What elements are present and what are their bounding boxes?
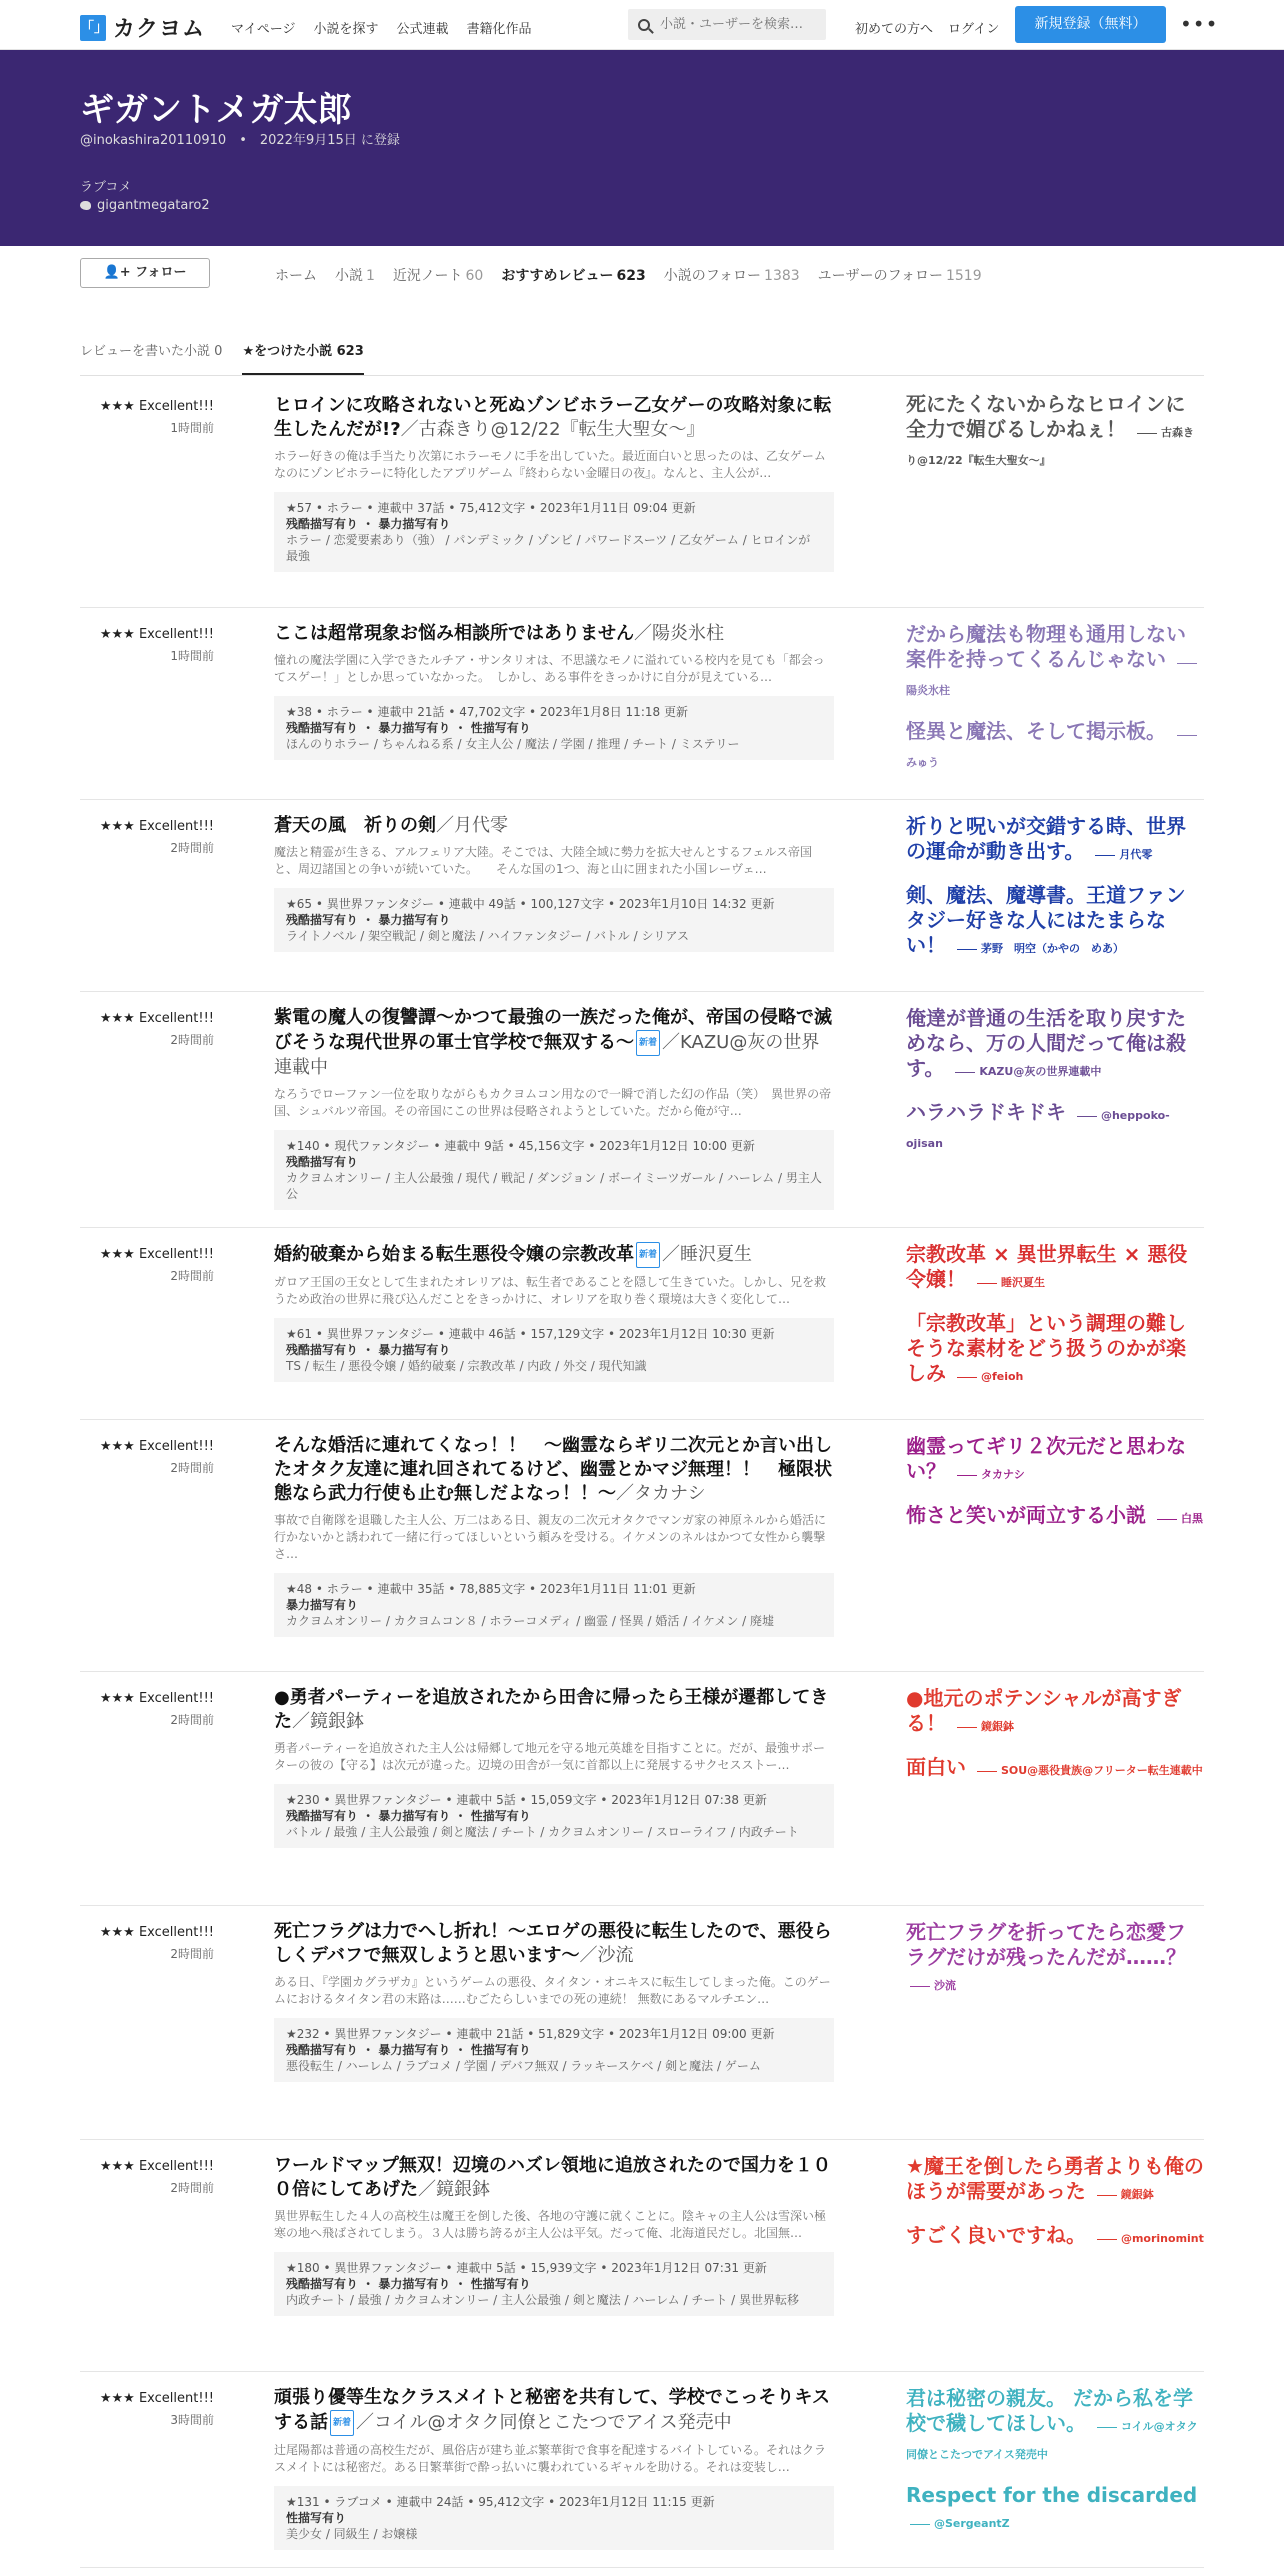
review-catchphrase[interactable] bbox=[906, 1006, 1204, 1084]
tab-label: 近況ノート bbox=[392, 268, 463, 284]
catchphrase-text: 怖さと笑いが両立する小説 bbox=[906, 1503, 1146, 1527]
work-meta: ★38 • ホラー • 連載中 21話 • 47,702文字 • 2023年1月8日 11:18 更新 bbox=[286, 705, 688, 719]
reviewer-name[interactable]: みゅう bbox=[906, 728, 1201, 769]
tab-label: ホーム bbox=[275, 268, 317, 284]
work-card bbox=[274, 1242, 834, 1382]
follow-label: フォロー bbox=[135, 265, 187, 280]
follow-button[interactable]: 👤+ フォロー bbox=[80, 258, 210, 288]
review-time: 1時間前 bbox=[170, 421, 214, 435]
work-title[interactable]: 紫電の魔人の復讐譚～かつて最強の一族だった俺が、帝国の侵略で滅びそうな現代世界の軍士官学校で無双する～ bbox=[274, 1007, 832, 1053]
work-author[interactable]: ／古森きり@12/22『転生大聖女〜』 bbox=[400, 419, 705, 440]
reviewer-name[interactable]: 月代零 bbox=[1091, 848, 1152, 861]
catchphrase-column bbox=[906, 2154, 1204, 2267]
work-title[interactable]: そんな婚活に連れてくなっ！！ ～幽霊ならギリ二次元とか言い出したオタク友達に連れ回されてるけど、幽霊とかマジ無理！！ 極限状態なら武力行使も止む無しだよなっ！！～ bbox=[274, 1435, 832, 1504]
catchphrase-column bbox=[906, 814, 1204, 977]
content-flags: 残酷描写有り ・ 暴力描写有り bbox=[286, 913, 451, 927]
work-title-line[interactable] bbox=[274, 1434, 834, 1506]
work-tags[interactable]: TS / 転生 / 悪役令嬢 / 婚約破棄 / 宗教改革 / 内政 / 外交 / 現代知識 bbox=[286, 1359, 647, 1373]
catchphrase-text: 剣、魔法、魔導書。王道ファンタジー好きな人にはたまらない！ bbox=[906, 883, 1186, 957]
content-flags: 残酷描写有り ・ 暴力描写有り ・ 性描写有り bbox=[286, 721, 531, 735]
work-title[interactable]: ワールドマップ無双！辺境のハズレ領地に追放されたので国力を１００倍にしてあげた bbox=[274, 2155, 831, 2200]
tab-count: 1 bbox=[366, 268, 375, 284]
search-box bbox=[628, 9, 826, 40]
tab-label: おすすめレビュー bbox=[501, 268, 614, 284]
review-catchphrase[interactable] bbox=[906, 2386, 1204, 2467]
work-meta: ★131 • ラブコメ • 連載中 24話 • 95,412文字 • 2023年1月12日 11:15 更新 bbox=[286, 2495, 715, 2509]
review-time: 2時間前 bbox=[170, 1713, 214, 1727]
catchphrase-text: Respect for the discarded bbox=[906, 2483, 1198, 2507]
new-badge: 新着 bbox=[330, 2410, 354, 2436]
reviewer-name[interactable]: KAZU@灰の世界連載中 bbox=[951, 1065, 1101, 1078]
review-catchphrase[interactable] bbox=[906, 1755, 1204, 1783]
reviewer-name[interactable]: @morinomint bbox=[1093, 2232, 1204, 2245]
review-time: 1時間前 bbox=[170, 649, 214, 663]
tab-label: 小説のフォロー bbox=[663, 268, 762, 284]
work-author[interactable]: ／月代零 bbox=[436, 815, 508, 836]
tab-user-follows[interactable] bbox=[818, 265, 982, 285]
content-flags: 残酷描写有り ・ 暴力描写有り bbox=[286, 517, 451, 531]
work-tags[interactable]: 美少女 / 同級生 / お嬢様 bbox=[286, 2527, 418, 2541]
more-menu-icon[interactable]: ••• bbox=[1180, 12, 1219, 36]
star-rating: ★★★ Excellent!!! bbox=[99, 1011, 214, 1026]
catchphrase-text: だから魔法も物理も通用しない案件を持ってくるんじゃない bbox=[906, 622, 1186, 671]
review-row bbox=[80, 2140, 1204, 2372]
catchphrase-column bbox=[906, 622, 1204, 791]
work-info bbox=[274, 696, 834, 760]
work-info bbox=[274, 1784, 834, 1848]
review-time: 2時間前 bbox=[170, 1269, 214, 1283]
twitter-icon bbox=[80, 201, 91, 210]
work-intro: 憧れの魔法学園に入学できたルチア・サンタリオは、不思議なモノに溢れている校内を見ても「都会ってスゲー！」としか思っていなかった。 しかし、ある事件をきっかけに自分が見えている… bbox=[274, 653, 825, 684]
subtab-label: ★をつけた小説 bbox=[242, 344, 333, 359]
review-catchphrase[interactable] bbox=[906, 1242, 1204, 1295]
subtab-count: 0 bbox=[214, 344, 223, 359]
work-title-line[interactable] bbox=[274, 1006, 834, 1080]
work-meta: ★48 • ホラー • 連載中 35話 • 78,885文字 • 2023年1月11日 11:01 更新 bbox=[286, 1582, 696, 1596]
logo-text: カクヨム bbox=[113, 17, 206, 42]
work-author[interactable]: ／コイル@オタク同僚とこたつでアイス発売中 bbox=[356, 2412, 732, 2433]
subtab-label: レビューを書いた小説 bbox=[80, 344, 211, 359]
review-row bbox=[80, 1228, 1204, 1420]
tab-label: ユーザーのフォロー bbox=[817, 268, 943, 284]
work-card bbox=[274, 2154, 834, 2316]
review-catchphrase[interactable] bbox=[906, 392, 1204, 473]
review-row bbox=[80, 1672, 1204, 1906]
review-time: 3時間前 bbox=[170, 2413, 214, 2427]
catchphrase-column bbox=[906, 2386, 1204, 2552]
review-time: 2時間前 bbox=[170, 1033, 214, 1047]
content-flags: 暴力描写有り bbox=[286, 1598, 359, 1612]
reviewer-name[interactable]: @SergeantZ bbox=[906, 2517, 1010, 2530]
tab-reviews[interactable] bbox=[501, 265, 645, 285]
work-card bbox=[274, 814, 834, 952]
star-rating: ★★★ Excellent!!! bbox=[99, 1439, 214, 1454]
work-tags[interactable]: 内政チート / 最強 / カクヨムオンリー / 主人公最強 / 剣と魔法 / ハーレム / チート / 異世界転移 bbox=[286, 2293, 799, 2307]
catchphrase-column bbox=[906, 1434, 1204, 1547]
work-meta: ★230 • 異世界ファンタジー • 連載中 5話 • 15,059文字 • 2023年1月12日 07:38 更新 bbox=[286, 1793, 767, 1807]
work-card bbox=[274, 1006, 834, 1210]
star-rating: ★★★ Excellent!!! bbox=[99, 819, 214, 834]
nav-find-novels[interactable]: 小説を探す bbox=[313, 22, 379, 37]
user-bio: ラブコメ bbox=[80, 180, 132, 195]
work-author[interactable]: ／鏡銀鉢 bbox=[418, 2179, 490, 2200]
review-row bbox=[80, 992, 1204, 1228]
work-tags[interactable]: ライトノベル / 架空戦記 / 剣と魔法 / ハイファンタジー / バトル / シリアス bbox=[286, 929, 690, 943]
review-row bbox=[80, 376, 1204, 608]
work-title-line[interactable] bbox=[274, 622, 834, 646]
catchphrase-text: ハラハラドキドキ bbox=[906, 1100, 1066, 1124]
star-rating: ★★★ Excellent!!! bbox=[99, 1925, 214, 1940]
global-header bbox=[0, 0, 1284, 50]
content-flags: 残酷描写有り ・ 暴力描写有り ・ 性描写有り bbox=[286, 1809, 531, 1823]
work-meta: ★232 • 異世界ファンタジー • 連載中 21話 • 51,829文字 • 2023年1月12日 09:00 更新 bbox=[286, 2027, 775, 2041]
tab-count: 1519 bbox=[945, 268, 982, 284]
work-title-line[interactable] bbox=[274, 2386, 834, 2436]
content-flags: 性描写有り bbox=[286, 2511, 347, 2525]
reviewer-name[interactable]: 陽炎氷柱 bbox=[906, 656, 1201, 697]
tab-novel-follows[interactable] bbox=[664, 265, 800, 285]
work-title-line[interactable] bbox=[274, 1920, 834, 1968]
work-info bbox=[274, 888, 834, 952]
work-intro: なろうでローファン一位を取りながらもカクヨムコン用なので一瞬で消した幻の作品（笑） 異世界の帝国、シュバルツ帝国。その帝国にこの世界は侵略されようとしていた。だから俺が守… bbox=[274, 1087, 832, 1118]
work-tags[interactable]: ホラー / 恋愛要素あり（強） / パンデミック / ゾンビ / パワードスーツ / 乙女ゲーム / ヒロインが最強 bbox=[286, 533, 811, 563]
catchphrase-text: ★魔王を倒したら勇者よりも俺のほうが需要があった bbox=[906, 2154, 1204, 2203]
subtab-reviewed[interactable] bbox=[80, 340, 222, 376]
catchphrase-text: 祈りと呪いが交錯する時、世界の運命が動き出す。 bbox=[906, 814, 1186, 863]
reviewer-name[interactable]: 鏡銀鉢 bbox=[1093, 2188, 1154, 2201]
content-flags: 残酷描写有り ・ 暴力描写有り bbox=[286, 1343, 451, 1357]
review-catchphrase[interactable] bbox=[906, 814, 1204, 867]
tab-count: 1383 bbox=[764, 268, 800, 284]
login-link[interactable]: ログイン bbox=[948, 22, 1000, 37]
review-catchphrase[interactable] bbox=[906, 1686, 1204, 1739]
work-meta: ★140 • 現代ファンタジー • 連載中 9話 • 45,156文字 • 2023年1月12日 10:00 更新 bbox=[286, 1139, 755, 1153]
tab-count: 60 bbox=[465, 268, 484, 284]
tab-label: 小説 bbox=[335, 268, 363, 284]
work-author[interactable]: ／沙流 bbox=[579, 1945, 634, 1966]
work-tags[interactable]: カクヨムオンリー / 主人公最強 / 現代 / 戦記 / ダンジョン / ボーイミーツガール / ハーレム / 男主人公 bbox=[286, 1171, 822, 1201]
work-info bbox=[274, 492, 834, 572]
review-catchphrase[interactable] bbox=[906, 2483, 1204, 2536]
content-flags: 残酷描写有り ・ 暴力描写有り ・ 性描写有り bbox=[286, 2277, 531, 2291]
catchphrase-text: 怪異と魔法、そして掲示板。 bbox=[906, 719, 1166, 743]
catchphrase-column bbox=[906, 1006, 1204, 1172]
catchphrase-text: 君は秘密の親友。 だから私を学校で穢してほしい。 bbox=[906, 2386, 1193, 2435]
review-catchphrase[interactable] bbox=[906, 1100, 1204, 1156]
work-intro: ガロア王国の王女として生まれたオレリアは、転生者であることを隠して生きていた。しかし、兄を救うため政治の世界に飛び込んだことをきっかけに、オレリアを取り巻く環境は大きく変化して… bbox=[274, 1275, 827, 1306]
work-info bbox=[274, 1318, 834, 1382]
work-card bbox=[274, 1686, 834, 1848]
profile-tabs bbox=[275, 265, 982, 285]
review-row bbox=[80, 1420, 1204, 1672]
review-catchphrase[interactable] bbox=[906, 883, 1204, 961]
catchphrase-text: 宗教改革 × 異世界転生 × 悪役令嬢！ bbox=[906, 1242, 1188, 1291]
review-catchphrase[interactable] bbox=[906, 1434, 1204, 1487]
work-author[interactable]: ／タカナシ bbox=[616, 1483, 706, 1504]
work-tags[interactable]: ほんのりホラー / ちゃんねる系 / 女主人公 / 魔法 / 学園 / 推理 / チート / ミステリー bbox=[286, 737, 740, 751]
work-info bbox=[274, 2018, 834, 2082]
work-title[interactable]: 蒼天の風 祈りの剣 bbox=[274, 815, 436, 836]
review-catchphrase[interactable] bbox=[906, 1311, 1204, 1389]
reviewer-name[interactable]: 睡沢夏生 bbox=[973, 1276, 1045, 1289]
logo-mark: 「」 bbox=[80, 15, 106, 41]
reviewer-name[interactable]: コイル@オタク同僚とこたつでアイス発売中 bbox=[906, 2420, 1198, 2461]
work-intro: 事故で自衛隊を退職した主人公、万二はある日、親友の二次元オタクでマンガ家の神原ネルから婚活に行かないかと誘われて一緒に行ってほしいという頼みを受ける。イケメンのネルはかつて女性から襲撃さ… bbox=[274, 1513, 827, 1561]
review-time: 2時間前 bbox=[170, 2181, 214, 2195]
review-time: 2時間前 bbox=[170, 841, 214, 855]
work-tags[interactable]: バトル / 最強 / 主人公最強 / 剣と魔法 / チート / カクヨムオンリー / スローライフ / 内政チート bbox=[286, 1825, 799, 1839]
work-author[interactable]: ／陽炎氷柱 bbox=[634, 623, 724, 644]
reviewer-name[interactable]: 茅野 明空（かやの めあ） bbox=[953, 942, 1124, 955]
review-row bbox=[80, 608, 1204, 800]
work-meta: ★61 • 異世界ファンタジー • 連載中 46話 • 157,129文字 • 2023年1月12日 10:30 更新 bbox=[286, 1327, 775, 1341]
review-catchphrase[interactable] bbox=[906, 2154, 1204, 2207]
work-meta: ★180 • 異世界ファンタジー • 連載中 5話 • 15,939文字 • 2023年1月12日 07:31 更新 bbox=[286, 2261, 767, 2275]
work-meta: ★57 • ホラー • 連載中 37話 • 75,412文字 • 2023年1月11日 09:04 更新 bbox=[286, 501, 696, 515]
review-subtabs bbox=[80, 340, 364, 376]
work-card bbox=[274, 1920, 834, 2082]
work-title[interactable]: ここは超常現象お悩み相談所ではありません bbox=[274, 623, 634, 644]
review-row bbox=[80, 1906, 1204, 2140]
work-title-line[interactable] bbox=[274, 814, 834, 838]
site-logo[interactable] bbox=[80, 12, 205, 43]
work-title[interactable]: 死亡フラグは力でへし折れ！～エロゲの悪役に転生したので、悪役らしくデバフで無双しようと思います～ bbox=[274, 1921, 832, 1966]
star-rating: ★★★ Excellent!!! bbox=[99, 627, 214, 642]
reviewer-name[interactable]: 沙流 bbox=[906, 1979, 956, 1992]
subtab-count: 623 bbox=[336, 344, 364, 359]
work-title-line[interactable] bbox=[274, 2154, 834, 2202]
registered-date: 2022年9月15日 に登録 bbox=[259, 133, 400, 148]
reviewer-name[interactable]: 白黒 bbox=[1153, 1512, 1203, 1525]
work-title-line[interactable] bbox=[274, 1686, 834, 1734]
content-flags: 残酷描写有り bbox=[286, 1155, 359, 1169]
work-tags[interactable]: 悪役転生 / ハーレム / ラブコメ / 学園 / デバフ無双 / ラッキースケベ / 剣と魔法 / ゲーム bbox=[286, 2059, 761, 2073]
work-author[interactable]: ／睡沢夏生 bbox=[662, 1244, 753, 1265]
work-intro: 異世界転生した４人の高校生は魔王を倒した後、各地の守護に就くことに。陰キャの主人公は雪深い極寒の地へ飛ばされてしまう。３人は勝ち誇るが主人公は平気。だって俺、北海道民だし。北国無… bbox=[274, 2209, 827, 2240]
twitter-link[interactable] bbox=[80, 198, 210, 213]
subtab-starred[interactable] bbox=[242, 340, 363, 376]
reviewer-name[interactable]: タカナシ bbox=[953, 1468, 1025, 1481]
catchphrase-text: 俺達が普通の生活を取り戻すためなら、万の人間だって俺は殺す。 bbox=[906, 1006, 1186, 1080]
work-title[interactable]: 頑張り優等生なクラスメイトと秘密を共有して、学校でこっそりキスする話 bbox=[274, 2387, 831, 2433]
catchphrase-text: 死亡フラグを折ってたら恋愛フラグだけが残ったんだが……？ bbox=[906, 1920, 1186, 1969]
reviewer-name[interactable]: 古森きり@12/22『転生大聖女〜』 bbox=[906, 426, 1194, 467]
work-intro: ある日、『学園カグラザカ』というゲームの悪役、タイタン・オニキスに転生してしまった俺。このゲームにおけるタイタン君の末路は……むごたらしいまでの死の連続！ 無数にあるマルチエン… bbox=[274, 1975, 831, 2006]
work-info bbox=[274, 2486, 834, 2550]
review-catchphrase[interactable] bbox=[906, 2223, 1204, 2251]
work-card bbox=[274, 2386, 834, 2550]
work-intro: 辻尾陽都は普通の高校生だが、風俗店が建ち並ぶ繁華街で食事を配達するバイトしている。それはクラスメイトには秘密だ。ある日繁華街で酔っ払いに襲われているギャルを助ける。それは変装し… bbox=[274, 2443, 827, 2474]
work-intro: 魔法と精霊が生きる、アルフェリア大陸。そこでは、大陸全域に勢力を拡大せんとするフェルス帝国と、周辺諸国との争いが続いていた。 そんな国の1つ、海と山に囲まれた小国レーヴェ… bbox=[274, 845, 812, 876]
work-card bbox=[274, 394, 834, 572]
catchphrase-column bbox=[906, 1920, 1204, 2014]
catchphrase-column bbox=[906, 1686, 1204, 1799]
content-flags: 残酷描写有り ・ 暴力描写有り ・ 性描写有り bbox=[286, 2043, 531, 2057]
work-title[interactable]: ヒロインに攻略されないと死ぬゾンビホラー乙女ゲーの攻略対象に転生したんだが!? bbox=[274, 395, 832, 440]
tab-count: 623 bbox=[616, 268, 646, 284]
catchphrase-text: ●地元のポテンシャルが高すぎる！ bbox=[906, 1686, 1182, 1735]
tab-novels[interactable] bbox=[335, 265, 375, 285]
catchphrase-text: 面白い bbox=[906, 1755, 966, 1779]
tab-home[interactable] bbox=[275, 265, 317, 285]
reviewer-name[interactable]: @heppoko-ojisan bbox=[906, 1109, 1170, 1150]
user-meta: @inokashira20110910 • 2022年9月15日 に登録 bbox=[80, 133, 400, 148]
new-badge: 新着 bbox=[636, 1030, 660, 1056]
catchphrase-column bbox=[906, 392, 1204, 489]
new-badge: 新着 bbox=[636, 1242, 660, 1268]
star-rating: ★★★ Excellent!!! bbox=[99, 1691, 214, 1706]
work-card bbox=[274, 1434, 834, 1637]
catchphrase-text: 死にたくないからなヒロインに全力で媚びるしかねぇ！ bbox=[906, 392, 1186, 441]
search-input[interactable] bbox=[660, 17, 820, 32]
reviewer-name[interactable]: 鏡銀鉢 bbox=[953, 1720, 1014, 1733]
nav-official[interactable]: 公式連載 bbox=[396, 22, 449, 37]
work-info bbox=[274, 1130, 834, 1210]
catchphrase-text: すごく良いですね。 bbox=[906, 2223, 1086, 2247]
main-nav bbox=[231, 18, 532, 37]
work-author[interactable]: ／鏡銀鉢 bbox=[292, 1711, 364, 1732]
work-title-line[interactable] bbox=[274, 1242, 834, 1268]
work-title[interactable]: 婚約破棄から始まる転生悪役令嬢の宗教改革 bbox=[274, 1244, 634, 1265]
work-card bbox=[274, 622, 834, 760]
work-info bbox=[274, 2252, 834, 2316]
review-catchphrase[interactable] bbox=[906, 719, 1204, 775]
reviewer-name[interactable]: @feioh bbox=[953, 1370, 1023, 1383]
star-rating: ★★★ Excellent!!! bbox=[99, 1247, 214, 1262]
review-time: 2時間前 bbox=[170, 1461, 214, 1475]
work-info bbox=[274, 1573, 834, 1637]
star-rating: ★★★ Excellent!!! bbox=[99, 2159, 214, 2174]
profile-banner bbox=[0, 50, 1284, 246]
star-rating: ★★★ Excellent!!! bbox=[99, 2391, 214, 2406]
review-row bbox=[80, 2372, 1204, 2568]
reviewer-name[interactable]: SOU@悪役貴族@フリーター転生連載中 bbox=[973, 1764, 1203, 1777]
catchphrase-text: 幽霊ってギリ２次元だと思わない？ bbox=[906, 1434, 1186, 1483]
work-title[interactable]: ●勇者パーティーを追放されたから田舎に帰ったら王様が遷都してきた bbox=[274, 1687, 829, 1732]
work-meta: ★65 • 異世界ファンタジー • 連載中 49話 • 100,127文字 • 2023年1月10日 14:32 更新 bbox=[286, 897, 775, 911]
user-handle: @inokashira20110910 bbox=[80, 133, 227, 148]
review-row bbox=[80, 800, 1204, 992]
work-intro: 勇者パーティーを追放された主人公は帰郷して地元を守る地元英雄を目指すことに。だが、最強サポーターの彼の【守る】は次元が違った。辺境の田舎が一気に首都以上に発展するサクセスストー… bbox=[274, 1741, 826, 1772]
review-catchphrase[interactable] bbox=[906, 622, 1204, 703]
nav-mypage[interactable]: マイページ bbox=[231, 22, 296, 37]
user-name: ギガントメガ太郎 bbox=[80, 90, 352, 130]
star-rating: ★★★ Excellent!!! bbox=[99, 399, 214, 414]
signup-button[interactable]: 新規登録（無料） bbox=[1015, 6, 1166, 43]
first-time-link[interactable]: 初めての方へ bbox=[855, 22, 934, 37]
work-tags[interactable]: カクヨムオンリー / カクヨムコン８ / ホラーコメディ / 幽霊 / 怪異 / 婚活 / イケメン / 廃墟 bbox=[286, 1614, 775, 1628]
review-time: 2時間前 bbox=[170, 1947, 214, 1961]
work-intro: ホラー好きの俺は手当たり次第にホラーモノに手を出していた。最近面白いと思ったのは、乙女ゲームなのにゾンビホラーに特化したアプリゲーム『終わらない金曜日の夜』。なんと、主人公が… bbox=[274, 449, 826, 480]
tab-notes[interactable] bbox=[393, 265, 483, 285]
twitter-handle: gigantmegataro2 bbox=[97, 198, 210, 213]
catchphrase-text: 「宗教改革」という調理の難しそうな素材をどう扱うのかが楽しみ bbox=[906, 1311, 1186, 1385]
review-catchphrase[interactable] bbox=[906, 1920, 1204, 1998]
nav-books[interactable]: 書籍化作品 bbox=[466, 22, 532, 37]
catchphrase-column bbox=[906, 1242, 1204, 1405]
work-title-line[interactable] bbox=[274, 394, 834, 442]
search-icon[interactable] bbox=[638, 19, 650, 31]
work-author[interactable]: ／KAZU@灰の世界連載中 bbox=[274, 1032, 820, 1078]
review-catchphrase[interactable] bbox=[906, 1503, 1204, 1531]
